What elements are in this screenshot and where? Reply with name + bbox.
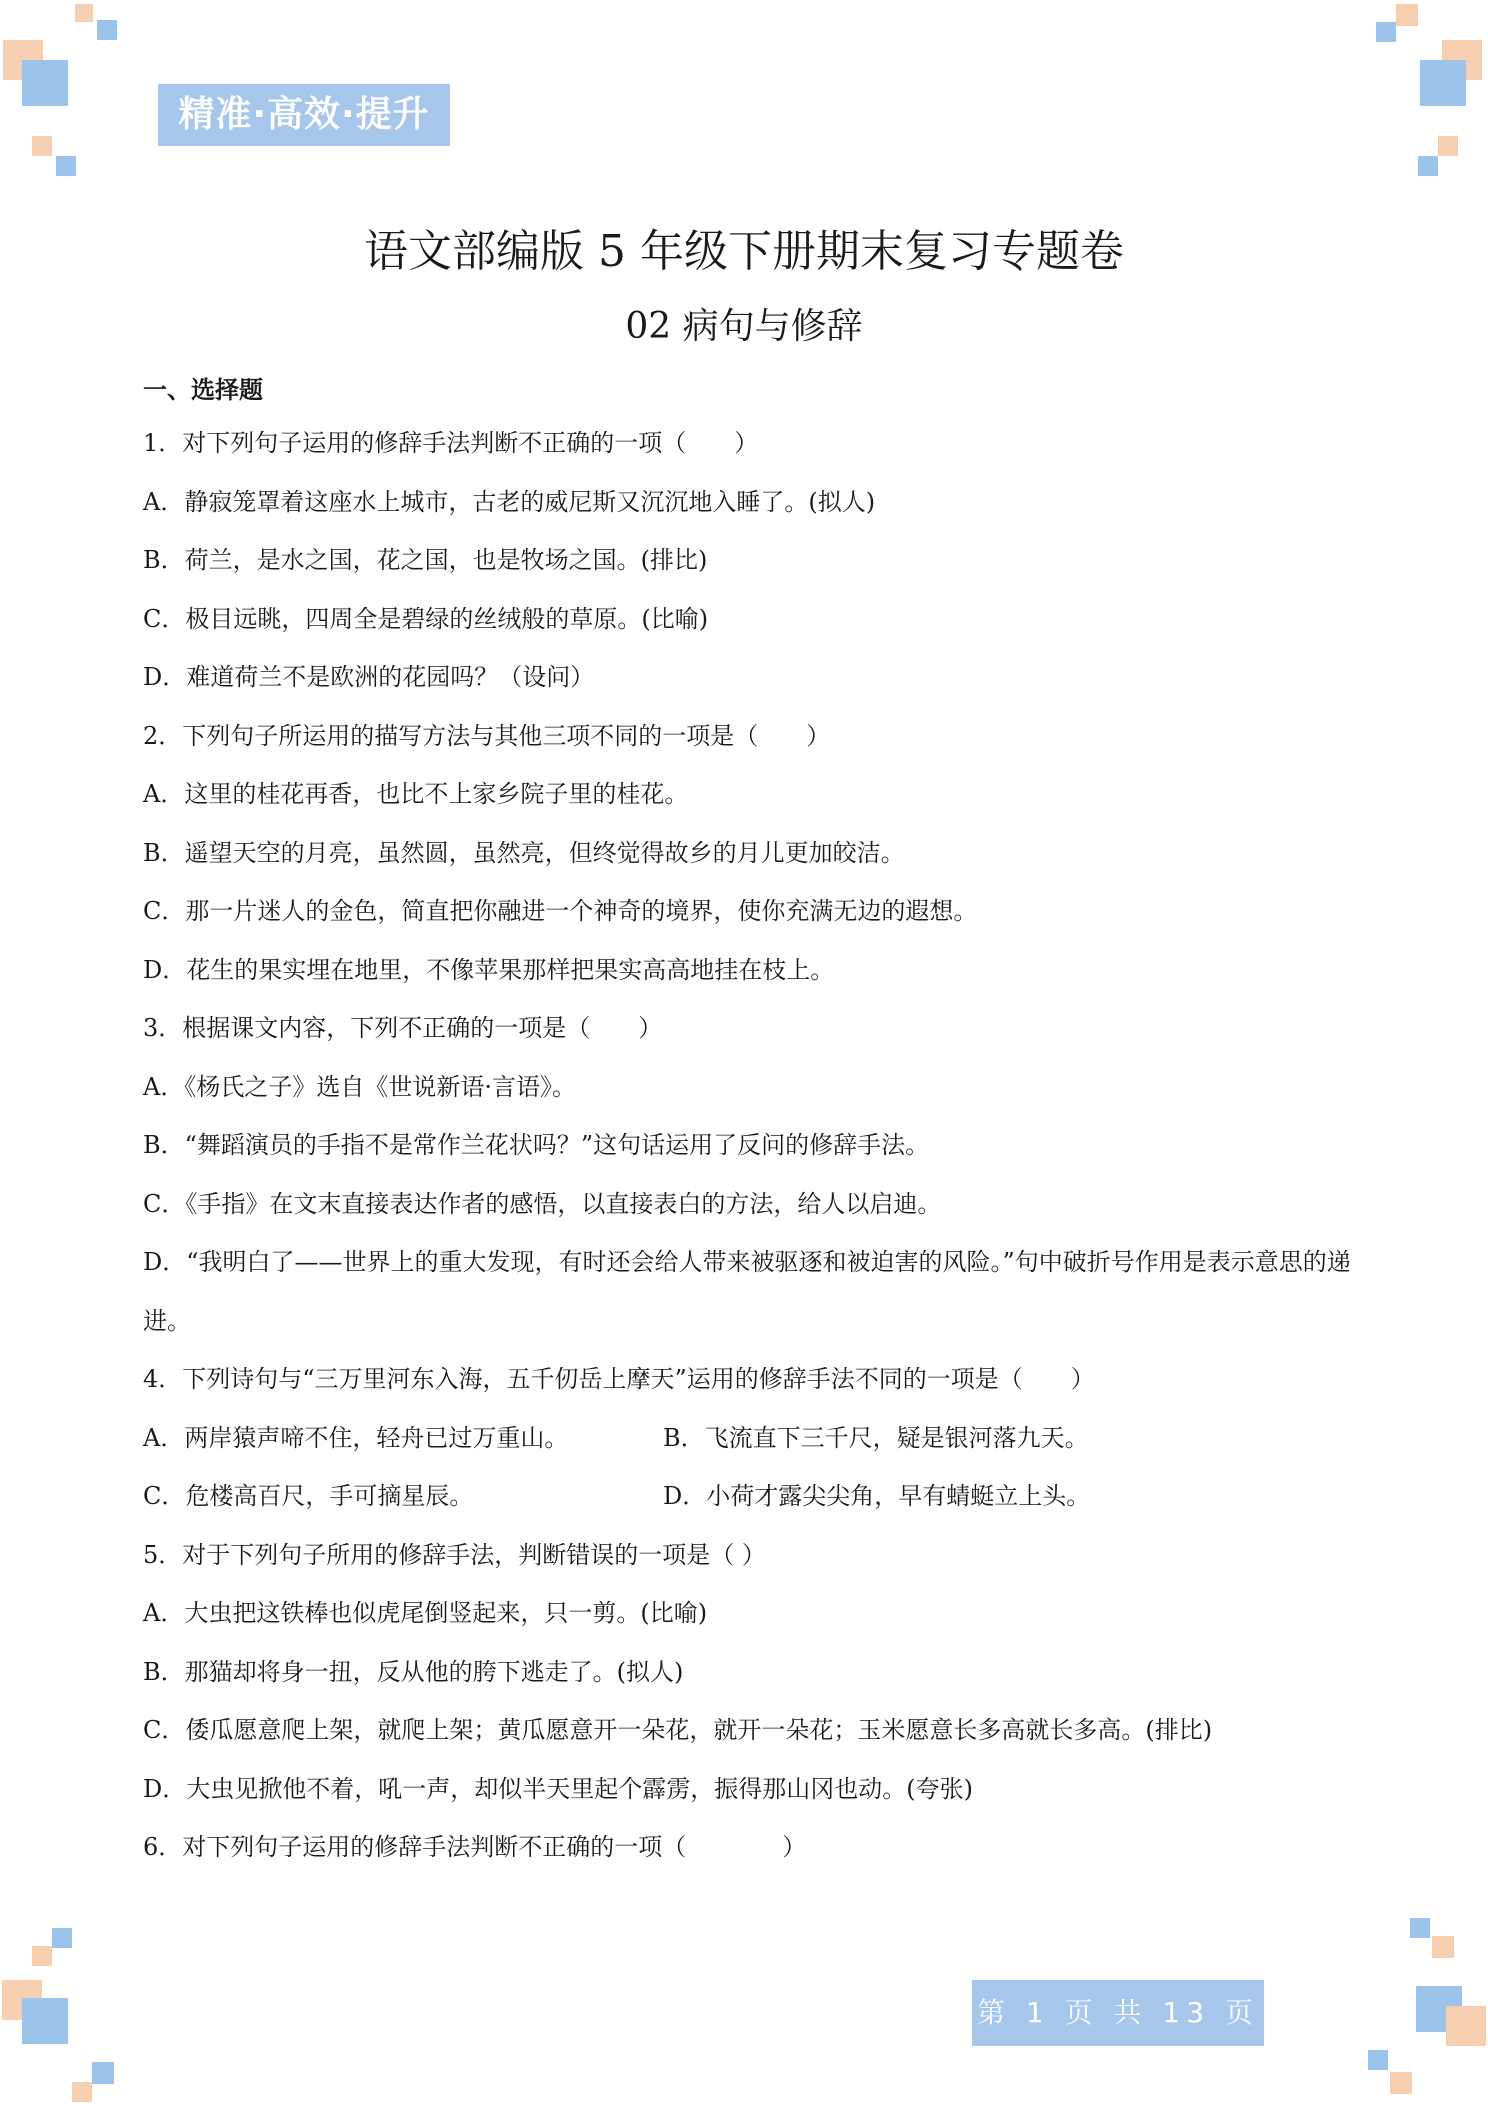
option: B．“舞蹈演员的手指不是常作兰花状吗？”这句话运用了反问的修辞手法。 (143, 1131, 930, 1159)
section-heading: 一、选择题 (143, 376, 263, 404)
question-stem: 3．根据课文内容，下列不正确的一项是（ ） (143, 1014, 663, 1042)
decor-square (1446, 2006, 1486, 2046)
decor-square (32, 136, 52, 156)
option: C．极目远眺，四周全是碧绿的丝绒般的草原。(比喻) (143, 604, 709, 633)
option: B．飞流直下三千尺，疑是银河落九天。 (663, 1423, 1089, 1452)
question-stem: 4．下列诗句与“三万里河东入海，五千仞岳上摩天”运用的修辞手法不同的一项是（ ） (143, 1365, 1095, 1393)
brand-banner: 精准·高效·提升 (158, 84, 450, 146)
option: A．大虫把这铁棒也似虎尾倒竖起来，只一剪。(比喻) (143, 1599, 708, 1627)
decor-square (1368, 2050, 1388, 2070)
page-title: 语文部编版 5 年级下册期末复习专题卷 (364, 226, 1124, 277)
option: C．倭瓜愿意爬上架，就爬上架；黄瓜愿意开一朵花，就开一朵花；玉米愿意长多高就长多高。(排比) (143, 1716, 1213, 1744)
option: C．危楼高百尺，手可摘星辰。 (143, 1482, 474, 1510)
decor-square (72, 2082, 92, 2102)
option: D．小荷才露尖尖角，早有蜻蜓立上头。 (663, 1482, 1091, 1510)
option: D．“我明白了——世界上的重大发现，有时还会给人带来被驱逐和被迫害的风险。”句中破折号作用是表示意思的递进。 (143, 1248, 1351, 1335)
question-list (143, 414, 1358, 1877)
decor-square (1420, 60, 1466, 106)
decor-square (22, 1998, 68, 2044)
option: D．难道荷兰不是欧洲的花园吗？（设问） (143, 663, 595, 691)
option: A．静寂笼罩着这座水上城市，古老的威尼斯又沉沉地入睡了。(拟人) (143, 487, 876, 516)
option: D．大虫见掀他不着，吼一声，却似半天里起个霹雳，振得那山冈也动。(夸张) (143, 1774, 973, 1803)
question-stem: 6．对下列句子运用的修辞手法判断不正确的一项（ ） (143, 1833, 807, 1861)
decor-square (1418, 156, 1438, 176)
decor-square (92, 2062, 114, 2084)
question-stem: 1．对下列句子运用的修辞手法判断不正确的一项（ ） (143, 429, 759, 457)
option: A．这里的桂花再香，也比不上家乡院子里的桂花。 (143, 780, 689, 808)
decor-square (75, 4, 93, 22)
option: A．两岸猿声啼不住，轻舟已过万重山。 (143, 1423, 569, 1452)
decor-square (22, 60, 68, 106)
option: C．《手指》在文末直接表达作者的感悟，以直接表白的方法，给人以启迪。 (143, 1189, 942, 1218)
option: A．《杨氏之子》选自《世说新语·言语》。 (143, 1072, 576, 1101)
decor-square (56, 156, 76, 176)
question-stem: 5．对于下列句子所用的修辞手法，判断错误的一项是（ ） (143, 1540, 766, 1569)
decor-square (1376, 22, 1396, 42)
decor-square (32, 1946, 52, 1966)
decor-square (1432, 1936, 1454, 1958)
question-stem: 2．下列句子所运用的描写方法与其他三项不同的一项是（ ） (143, 721, 831, 750)
page-subtitle: 02 病句与修辞 (625, 306, 863, 347)
decor-square (1396, 4, 1418, 26)
option: B．那猫却将身一扭，反从他的胯下逃走了。(拟人) (143, 1657, 684, 1686)
decor-square (52, 1928, 72, 1948)
option-row (143, 1409, 1358, 1468)
decor-square (1438, 136, 1458, 156)
option: D．花生的果实埋在地里，不像苹果那样把果实高高地挂在枝上。 (143, 955, 835, 984)
page-number: 第 1 页 共 13 页 (972, 1980, 1264, 2046)
option: B．荷兰，是水之国，花之国，也是牧场之国。(排比) (143, 546, 708, 574)
option: C．那一片迷人的金色，简直把你融进一个神奇的境界，使你充满无边的遐想。 (143, 897, 978, 925)
decor-square (1410, 1918, 1430, 1938)
option-row (143, 1467, 1358, 1526)
option: B．遥望天空的月亮，虽然圆，虽然亮，但终觉得故乡的月儿更加皎洁。 (143, 838, 905, 867)
decor-square (97, 20, 117, 40)
decor-square (1390, 2072, 1412, 2094)
